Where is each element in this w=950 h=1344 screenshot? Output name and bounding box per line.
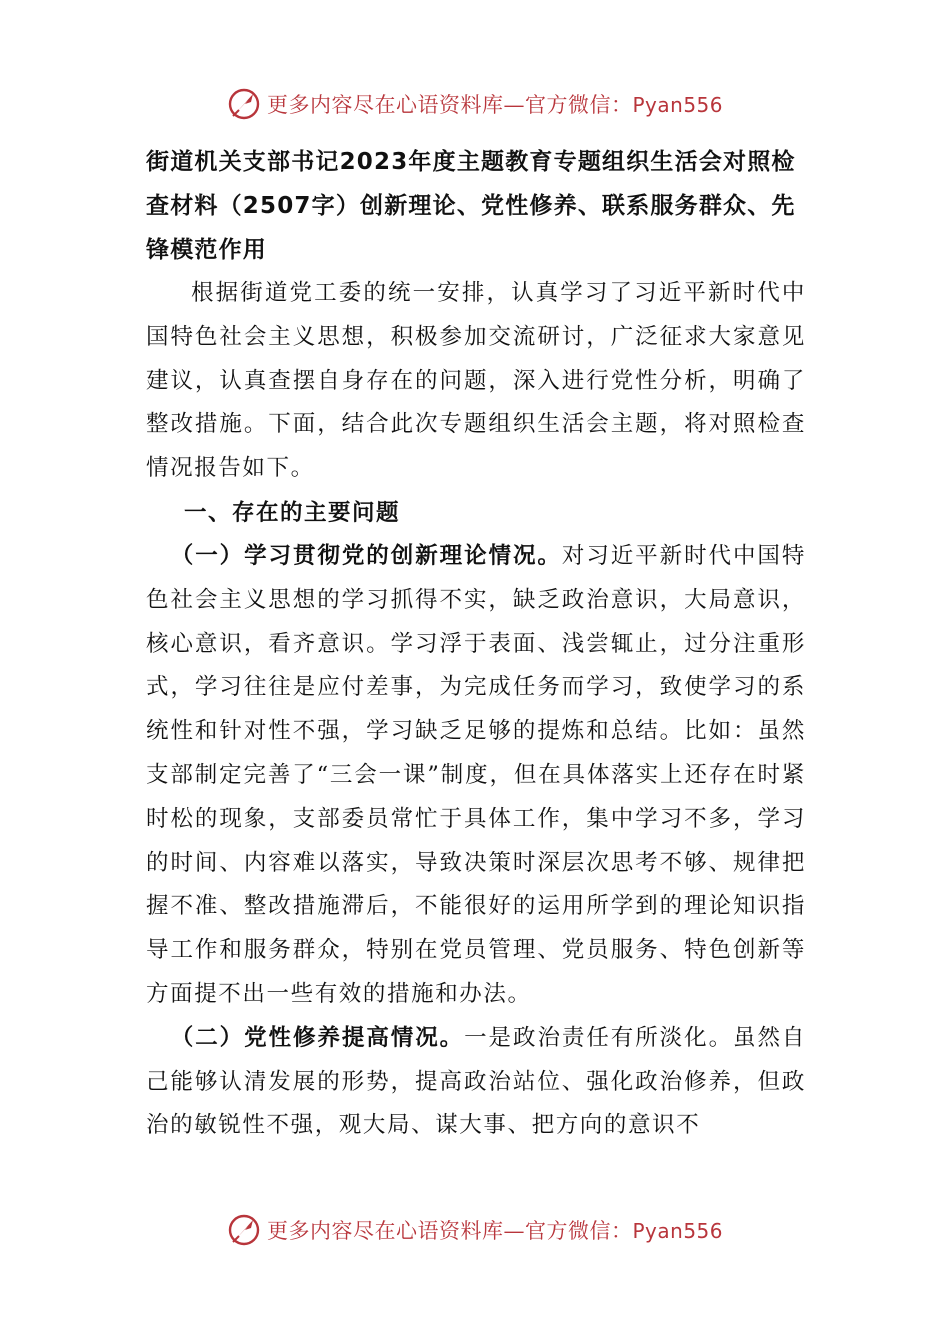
item-2-paragraph bbox=[146, 1017, 806, 1148]
watermark-main-text: 更多内容尽在心语资料库 bbox=[266, 93, 504, 117]
watermark-main-text: 更多内容尽在心语资料库 bbox=[266, 1219, 504, 1243]
document-title: 街道机关支部书记2023年度主题教育专题组织生活会对照检查材料（2507字）创新理论、党性修养、联系服务群众、先锋模范作用 bbox=[146, 149, 796, 263]
quill-logo-icon bbox=[227, 87, 261, 121]
document-body bbox=[146, 140, 806, 1148]
section-heading-problems: 一、存在的主要问题 bbox=[184, 499, 401, 526]
intro-paragraph: 根据街道党工委的统一安排，认真学习了习近平新时代中国特色社会主义思想，积极参加交流研讨，广泛征求大家意见建议，认真查摆自身存在的问题，深入进行党性分析，明确了整改措施。下面，结合此次专题组织生活会主题，将对照检查情况报告如下。 bbox=[146, 280, 806, 482]
watermark-id-text: Pyan556 bbox=[632, 93, 723, 117]
watermark-channel-text: 官方微信： bbox=[524, 1219, 633, 1243]
item-2-body: 一是政治责任有所淡化。虽然自己能够认清发展的形势，提高政治站位、强化政治修养，但政治的敏锐性不强，观大局、谋大事、把方向的意识不 bbox=[146, 1024, 807, 1139]
quill-logo-icon bbox=[227, 1213, 261, 1247]
watermark-separator: — bbox=[503, 93, 525, 117]
watermark-channel-text: 官方微信： bbox=[524, 93, 633, 117]
item-2-lead: （二）党性修养提高情况。 bbox=[170, 1024, 465, 1051]
watermark-separator: — bbox=[503, 1219, 525, 1243]
item-1-lead: （一）学习贯彻党的创新理论情况。 bbox=[170, 542, 562, 569]
watermark-id-text: Pyan556 bbox=[632, 1219, 723, 1243]
item-1-paragraph bbox=[146, 535, 806, 1017]
item-1-body: 对习近平新时代中国特色社会主义思想的学习抓得不实，缺乏政治意识，大局意识，核心意识，看齐意识。学习浮于表面、浅尝辄止，过分注重形式，学习往往是应付差事，为完成任务而学习，致使学习的系统性和针对性不强，学习缺乏足够的提炼和总结。比如：虽然支部制定完善了“三会一课”制度，但在具体落实上还存在时紧时松的现象，支部委员常忙于具体工作，集中学习不多，学习的时间、内容难以落实，导致决策时深层次思考不够、规律把握不准、整改措施滞后，不能很好的运用所学到的理论知识指导工作和服务群众，特别在党员管理、党员服务、特色创新等方面提不出一些有效的措施和办法。 bbox=[146, 542, 806, 1007]
watermark-banner-top bbox=[0, 84, 950, 124]
watermark-banner-bottom bbox=[0, 1210, 950, 1250]
